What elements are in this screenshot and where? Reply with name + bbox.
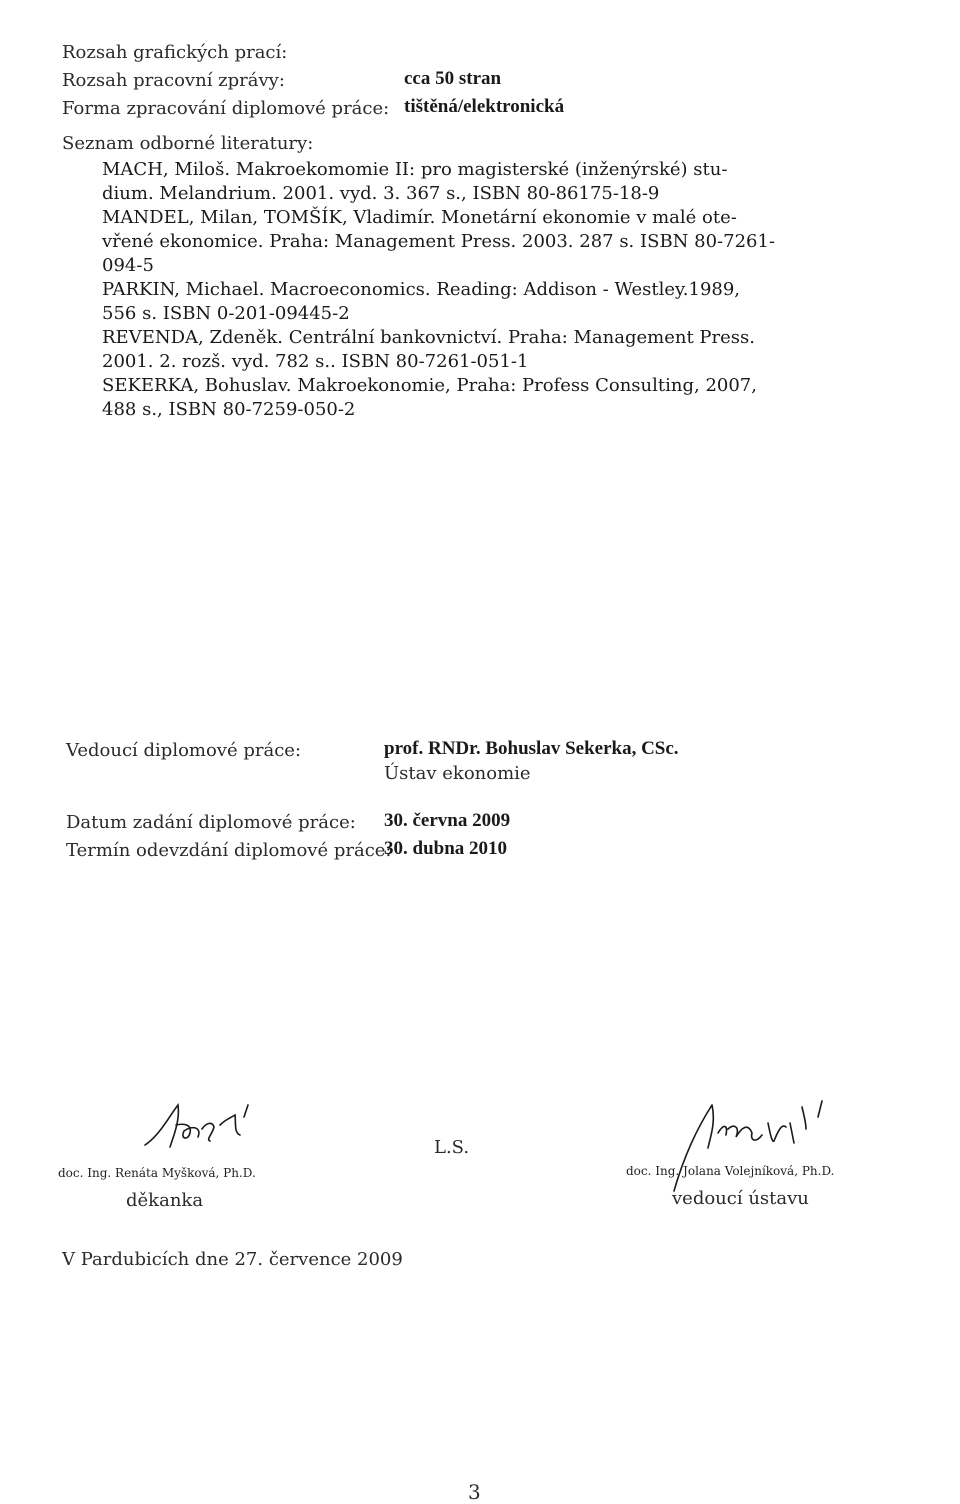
dean-role: děkanka	[126, 1190, 204, 1211]
literature-list	[102, 158, 822, 422]
form-value: tištěná/elektronická	[404, 96, 565, 117]
supervisor-name: prof. RNDr. Bohuslav Sekerka, CSc.	[384, 738, 679, 759]
head-name: doc. Ing. Jolana Volejníková, Ph.D.	[626, 1164, 835, 1178]
deadline-label: Termín odevzdání diplomové práce:	[66, 840, 392, 861]
supervisor-label: Vedoucí diplomové práce:	[66, 740, 302, 761]
stamp-placeholder: L.S.	[434, 1137, 470, 1158]
place-date: V Pardubicích dne 27. července 2009	[62, 1249, 403, 1270]
literature-line: dium. Melandrium. 2001. vyd. 3. 367 s., ISBN 80-86175-18-9	[102, 183, 660, 204]
literature-line: MACH, Miloš. Makroekomomie II: pro magisterské (inženýrské) stu-	[102, 159, 728, 180]
assigned-date-value: 30. června 2009	[384, 810, 511, 831]
literature-line: MANDEL, Milan, TOMŠÍK, Vladimír. Monetární ekonomie v malé ote-	[102, 207, 737, 228]
page-number: 3	[468, 1480, 481, 1504]
graphic-works-label: Rozsah grafických prací:	[62, 42, 288, 63]
literature-line: 2001. 2. rozš. vyd. 782 s.. ISBN 80-7261-051-1	[102, 351, 529, 372]
dean-signature-image	[140, 1095, 270, 1159]
head-role: vedoucí ústavu	[672, 1188, 809, 1209]
literature-line: vřené ekonomice. Praha: Management Press. 2003. 287 s. ISBN 80-7261-	[102, 231, 776, 252]
literature-line: REVENDA, Zdeněk. Centrální bankovnictví. Praha: Management Press.	[102, 327, 755, 348]
literature-line: SEKERKA, Bohuslav. Makroekonomie, Praha: Profess Consulting, 2007,	[102, 375, 757, 396]
literature-line: PARKIN, Michael. Macroeconomics. Reading: Addison - Westley.1989,	[102, 279, 741, 300]
dean-name: doc. Ing. Renáta Myšková, Ph.D.	[58, 1166, 256, 1180]
deadline-value: 30. dubna 2010	[384, 838, 508, 859]
supervisor-department: Ústav ekonomie	[384, 763, 531, 784]
literature-line: 556 s. ISBN 0-201-09445-2	[102, 303, 350, 324]
form-label: Forma zpracování diplomové práce:	[62, 98, 390, 119]
literature-line: 488 s., ISBN 80-7259-050-2	[102, 399, 356, 420]
report-extent-value: cca 50 stran	[404, 68, 502, 89]
literature-label: Seznam odborné literatury:	[62, 133, 314, 154]
literature-line: 094-5	[102, 255, 154, 276]
report-extent-label: Rozsah pracovní zprávy:	[62, 70, 285, 91]
head-signature-image	[672, 1093, 842, 1197]
assigned-date-label: Datum zadání diplomové práce:	[66, 812, 356, 833]
